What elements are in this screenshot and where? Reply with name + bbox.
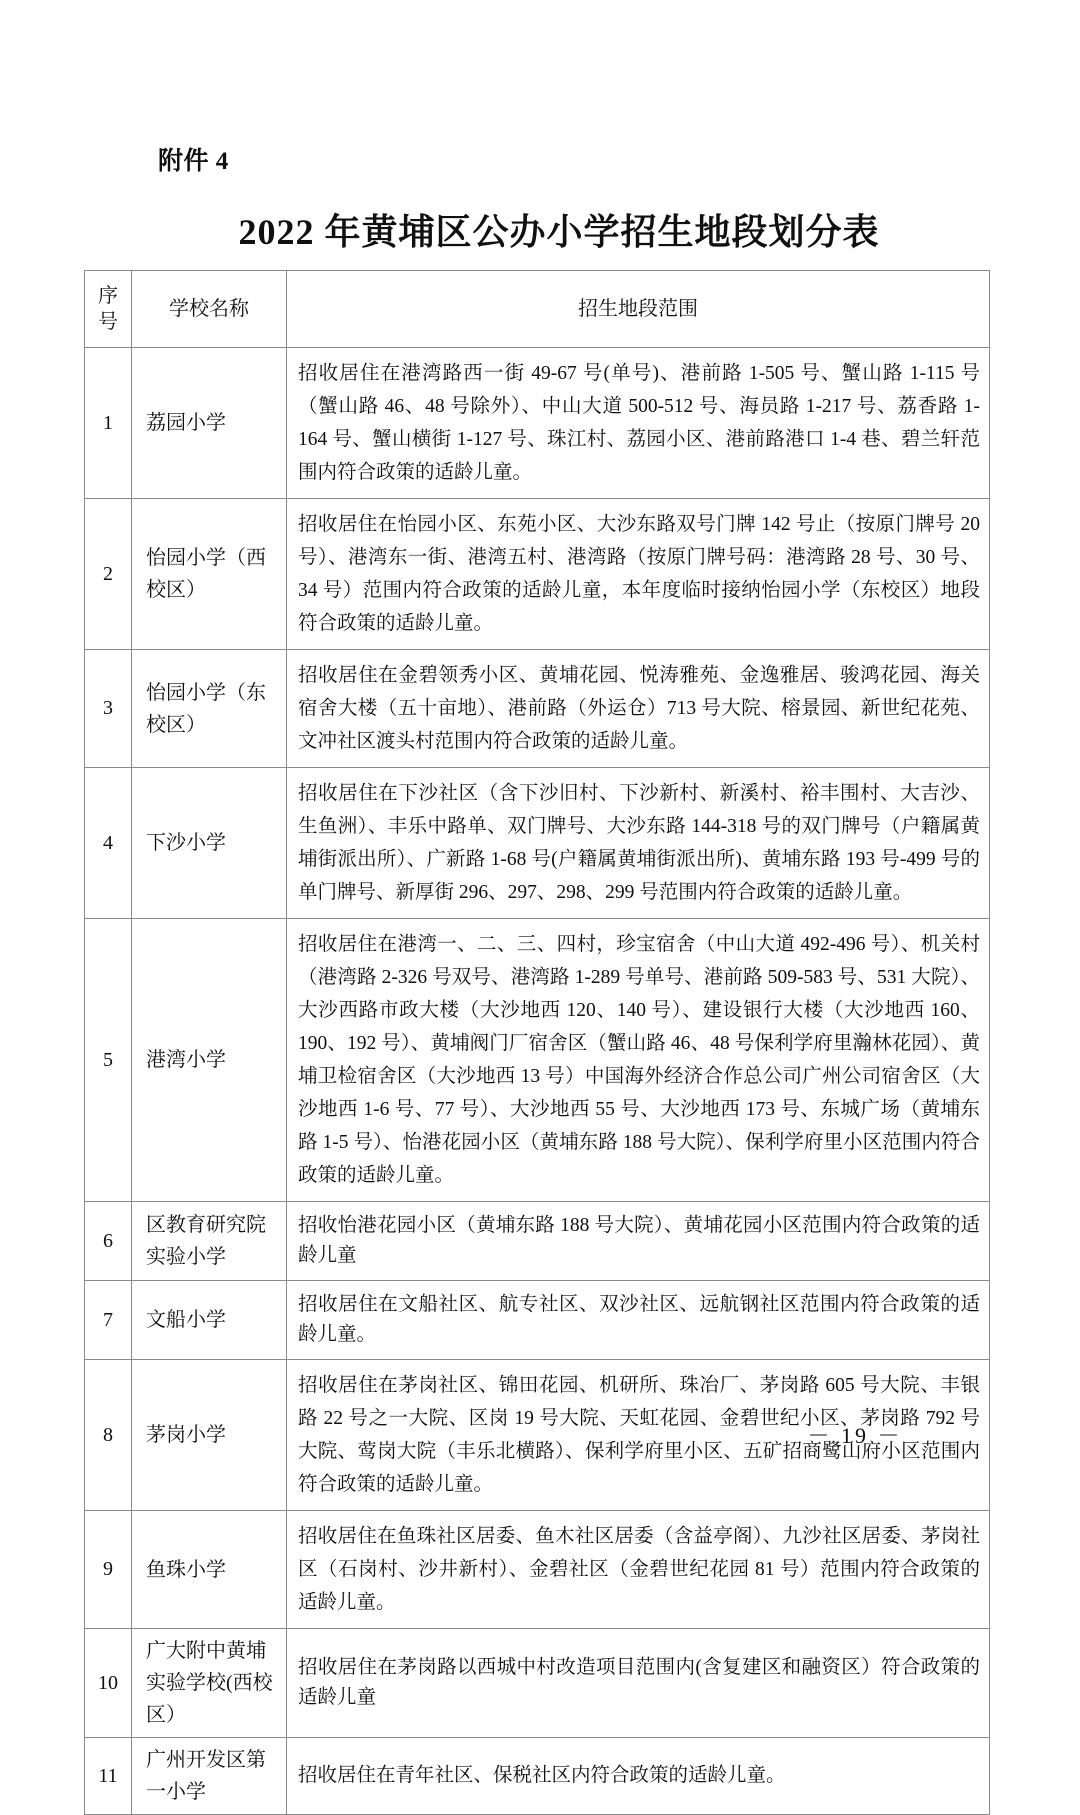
column-header-school-name: 学校名称	[132, 271, 287, 348]
attachment-label: 附件 4	[158, 148, 229, 175]
cell-school-name: 文船小学	[132, 1281, 287, 1360]
cell-enrollment-range: 招收居住在文船社区、航专社区、双沙社区、远航钢社区范围内符合政策的适龄儿童。	[287, 1281, 990, 1360]
cell-index: 5	[85, 919, 132, 1202]
cell-enrollment-range: 招收居住在金碧领秀小区、黄埔花园、悦涛雅苑、金逸雅居、骏鸿花园、海关宿舍大楼（五十亩地）、港前路（外运仓）713 号大院、榕景园、新世纪花苑、文冲社区渡头村范围内符合政策的适龄儿童。	[287, 650, 990, 768]
cell-school-name: 荔园小学	[132, 348, 287, 499]
cell-enrollment-range: 招收居住在茅岗社区、锦田花园、机研所、珠冶厂、茅岗路 605 号大院、丰银路 22 号之一大院、区岗 19 号大院、天虹花园、金碧世纪小区、茅岗路 792 号大院、莺岗大院（丰乐北横路）、保利学府里小区、五矿招商鹭山府小区范围内符合政策的适龄儿童。	[287, 1360, 990, 1511]
table-row	[85, 768, 990, 919]
cell-school-name: 茅岗小学	[132, 1360, 287, 1511]
cell-school-name: 区教育研究院实验小学	[132, 1202, 287, 1281]
cell-enrollment-range: 招收居住在茅岗路以西城中村改造项目范围内(含复建区和融资区）符合政策的适龄儿童	[287, 1629, 990, 1738]
cell-index: 6	[85, 1202, 132, 1281]
zoning-table-body	[85, 348, 990, 1815]
table-header-row	[85, 271, 990, 348]
cell-index: 9	[85, 1511, 132, 1629]
table-row	[85, 1738, 990, 1815]
table-row	[85, 1629, 990, 1738]
cell-school-name: 广大附中黄埔实验学校(西校区）	[132, 1629, 287, 1738]
page-number: － 19 －	[807, 1423, 903, 1448]
cell-enrollment-range: 招收居住在青年社区、保税社区内符合政策的适龄儿童。	[287, 1738, 990, 1815]
table-row	[85, 1511, 990, 1629]
cell-index: 11	[85, 1738, 132, 1815]
cell-index: 2	[85, 499, 132, 650]
cell-enrollment-range: 招收怡港花园小区（黄埔东路 188 号大院）、黄埔花园小区范围内符合政策的适龄儿童	[287, 1202, 990, 1281]
cell-index: 10	[85, 1629, 132, 1738]
cell-school-name: 广州开发区第一小学	[132, 1738, 287, 1815]
school-zoning-table	[84, 270, 990, 1815]
cell-school-name: 怡园小学（西校区）	[132, 499, 287, 650]
table-row	[85, 650, 990, 768]
table-row	[85, 499, 990, 650]
table-row	[85, 1281, 990, 1360]
column-header-index: 序号	[85, 271, 132, 348]
table-row	[85, 919, 990, 1202]
cell-school-name: 港湾小学	[132, 919, 287, 1202]
cell-enrollment-range: 招收居住在下沙社区（含下沙旧村、下沙新村、新溪村、裕丰围村、大吉沙、生鱼洲）、丰乐中路单、双门牌号、大沙东路 144-318 号的双门牌号（户籍属黄埔街派出所）、广新路 1-68 号(户籍属黄埔街派出所)、黄埔东路 193 号-499 号的单门牌号、新厚街 296、297、298、299 号范围内符合政策的适龄儿童。	[287, 768, 990, 919]
cell-enrollment-range: 招收居住在鱼珠社区居委、鱼木社区居委（含益亭阁）、九沙社区居委、茅岗社区（石岗村、沙井新村）、金碧社区（金碧世纪花园 81 号）范围内符合政策的适龄儿童。	[287, 1511, 990, 1629]
column-header-enrollment-range: 招生地段范围	[287, 271, 990, 348]
table-row	[85, 348, 990, 499]
cell-enrollment-range: 招收居住在港湾一、二、三、四村，珍宝宿舍（中山大道 492-496 号）、机关村（港湾路 2-326 号双号、港湾路 1-289 号单号、港前路 509-583 号、531 大院）、大沙西路市政大楼（大沙地西 120、140 号）、建设银行大楼（大沙地西 160、190、192 号）、黄埔阀门厂宿舍区（蟹山路 46、48 号保利学府里瀚林花园）、黄埔卫检宿舍区（大沙地西 13 号）中国海外经济合作总公司广州公司宿舍区（大沙地西 1-6 号、77 号）、大沙地西 55 号、大沙地西 173 号、东城广场（黄埔东路 1-5 号）、怡港花园小区（黄埔东路 188 号大院）、保利学府里小区范围内符合政策的适龄儿童。	[287, 919, 990, 1202]
zoning-table-container	[84, 270, 989, 1815]
cell-school-name: 鱼珠小学	[132, 1511, 287, 1629]
cell-index: 3	[85, 650, 132, 768]
cell-index: 8	[85, 1360, 132, 1511]
cell-index: 7	[85, 1281, 132, 1360]
cell-index: 4	[85, 768, 132, 919]
cell-school-name: 下沙小学	[132, 768, 287, 919]
table-row	[85, 1202, 990, 1281]
cell-enrollment-range: 招收居住在怡园小区、东苑小区、大沙东路双号门牌 142 号止（按原门牌号 20 号）、港湾东一街、港湾五村、港湾路（按原门牌号码：港湾路 28 号、30 号、34 号）范围内符合政策的适龄儿童，本年度临时接纳怡园小学（东校区）地段符合政策的适龄儿童。	[287, 499, 990, 650]
cell-school-name: 怡园小学（东校区）	[132, 650, 287, 768]
cell-index: 1	[85, 348, 132, 499]
cell-enrollment-range: 招收居住在港湾路西一街 49-67 号(单号)、港前路 1-505 号、蟹山路 1-115 号 （蟹山路 46、48 号除外）、中山大道 500-512 号、海员路 1-217 号、荔香路 1-164 号、蟹山横街 1-127 号、珠江村、荔园小区、港前路港口 1-4 巷、碧兰轩范围内符合政策的适龄儿童。	[287, 348, 990, 499]
page-title: 2022 年黄埔区公办小学招生地段划分表	[238, 212, 880, 252]
